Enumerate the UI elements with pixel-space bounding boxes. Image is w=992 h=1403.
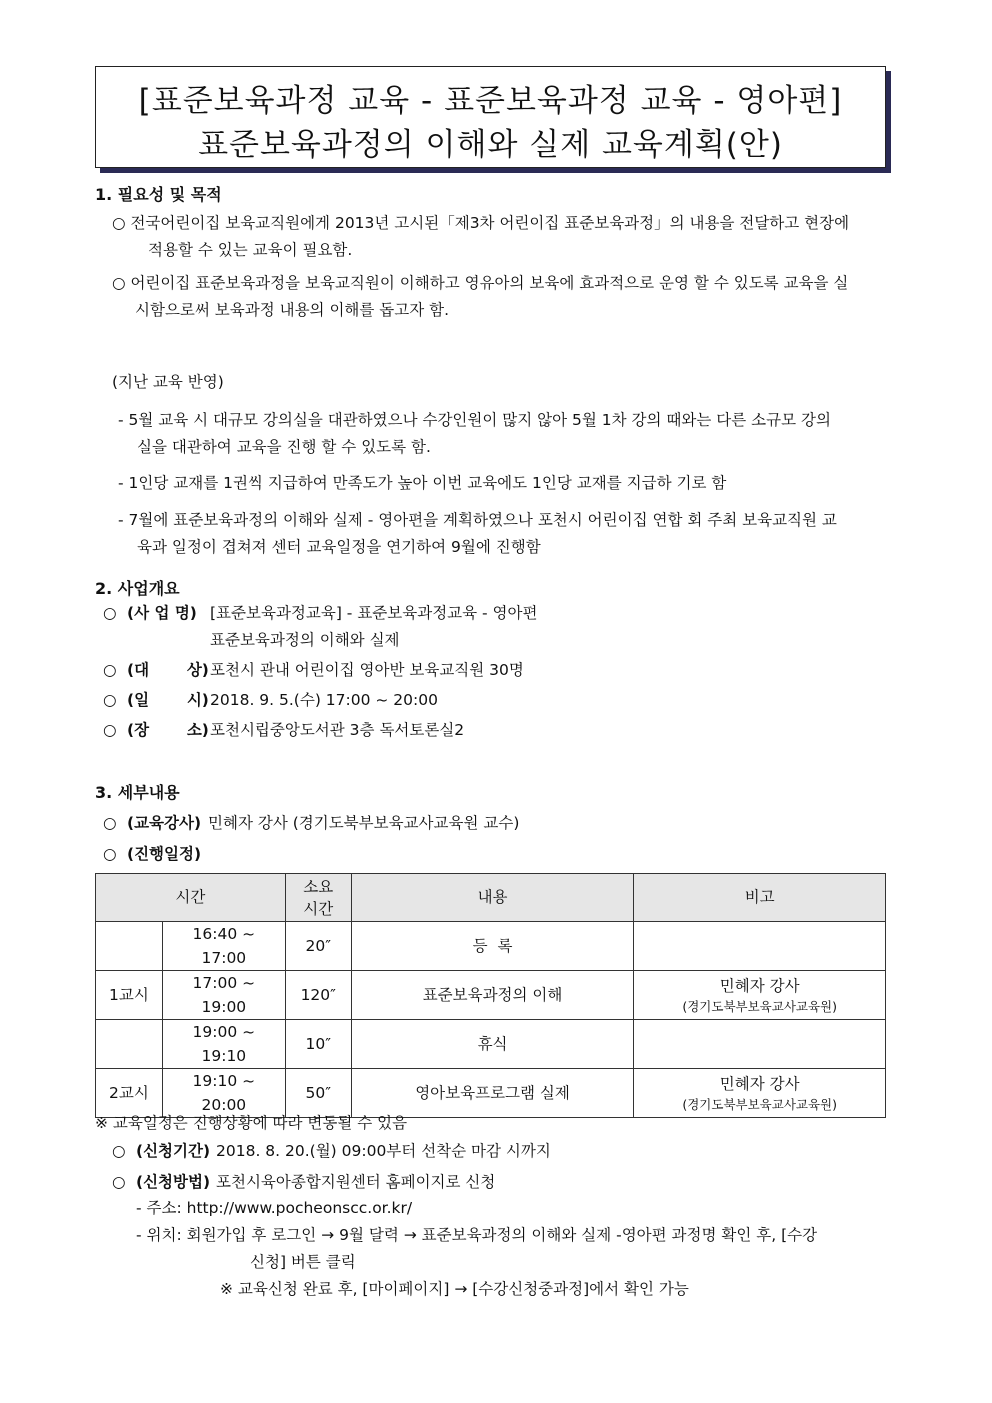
schedule-change-note: ※ 교육일정은 진행상황에 따라 변동될 수 있음 (95, 1114, 408, 1132)
title-box (95, 66, 886, 168)
table-header-row (96, 874, 886, 922)
reflect-1-line2: 실을 대관하여 교육을 진행 할 수 있도록 함. (137, 438, 431, 456)
header-time: 시간 (96, 874, 286, 922)
section1-heading: 1. 필요성 및 목적 (95, 185, 222, 204)
overview-value-place: 포천시립중앙도서관 3층 독서토론실2 (210, 721, 465, 739)
section2-heading: 2. 사업개요 (95, 579, 180, 598)
purpose-p2-line1: ○ 어린이집 표준보육과정을 보육교직원이 이해하고 영유아의 보육에 효과적으로 운영 할 수 있도록 교육을 실 (112, 274, 849, 292)
header-note: 비고 (634, 874, 886, 922)
reflect-label: (지난 교육 반영) (112, 373, 224, 391)
overview-value-target: 포천시 관내 어린이집 영아반 보육교직원 30명 (210, 661, 524, 679)
confirm-note: ※ 교육신청 완료 후, [마이페이지] → [수강신청중과정]에서 확인 가능 (220, 1280, 689, 1298)
cell-content: 등 록 (351, 922, 634, 971)
overview-label-date: (일 시) (127, 691, 209, 709)
table-row (96, 1020, 886, 1069)
overview-bullet: ○ (103, 604, 117, 622)
overview-value-name-2: 표준보육과정의 이해와 실제 (210, 631, 400, 649)
purpose-p1-line1: ○ 전국어린이집 보육교직원에게 2013년 고시된「제3차 어린이집 표준보육과정」의 내용을 전달하고 현장에 (112, 214, 850, 232)
table-row (96, 971, 886, 1020)
cell-duration: 20″ (285, 922, 351, 971)
overview-label-target: (대 상) (127, 661, 209, 679)
reflect-2-line1: - 1인당 교재를 1권씩 지급하여 만족도가 높아 이번 교육에도 1인당 교재를 지급하 기로 함 (118, 474, 727, 492)
overview-label-place: (장 소) (127, 721, 209, 739)
cell-note: 민혜자 강사 (경기도북부보육교사교육원) (634, 1069, 886, 1118)
homepage-address: - 주소: http://www.pocheonscc.or.kr/ (136, 1199, 413, 1217)
purpose-p1-line2: 적용할 수 있는 교육이 필요함. (148, 241, 353, 259)
table-row (96, 1069, 886, 1118)
cell-period: 2교시 (96, 1069, 163, 1118)
purpose-p2-line2: 시함으로써 보육과정 내용의 이해를 돕고자 함. (135, 301, 450, 319)
title-line-2: 표준보육과정의 이해와 실제 교육계획(안) (198, 127, 783, 163)
location-line2: 신청] 버튼 클릭 (250, 1253, 356, 1271)
cell-duration: 50″ (285, 1069, 351, 1118)
lecturer-value: 민혜자 강사 (경기도북부보육교사교육원 교수) (208, 814, 520, 832)
schedule-table (95, 873, 886, 1118)
cell-period: 1교시 (96, 971, 163, 1020)
location-line1: - 위치: 회원가입 후 로그인 → 9월 달력 → 표준보육과정의 이해와 실제 -영아편 과정명 확인 후, [수강 (136, 1226, 818, 1244)
cell-time: 19:00 ~ 19:10 (162, 1020, 285, 1069)
lecturer-bullet: ○ (103, 814, 117, 832)
header-content: 내용 (351, 874, 634, 922)
cell-time: 19:10 ~ 20:00 (162, 1069, 285, 1118)
cell-content: 영아보육프로그램 실제 (351, 1069, 634, 1118)
cell-period (96, 922, 163, 971)
title-line-1: [표준보육과정 교육 - 표준보육과정 교육 - 영아편] (138, 83, 843, 119)
overview-bullet: ○ (103, 691, 117, 709)
overview-bullet: ○ (103, 721, 117, 739)
reflect-1-line1: - 5월 교육 시 대규모 강의실을 대관하였으나 수강인원이 많지 않아 5월 1차 강의 때와는 다른 소규모 강의 (118, 411, 831, 429)
cell-duration: 10″ (285, 1020, 351, 1069)
table-row (96, 922, 886, 971)
section3-heading: 3. 세부내용 (95, 783, 180, 802)
schedule-bullet: ○ (103, 845, 117, 863)
overview-label-name: (사 업 명) (127, 604, 197, 622)
overview-value-date: 2018. 9. 5.(수) 17:00 ~ 20:00 (210, 691, 438, 709)
cell-content: 표준보육과정의 이해 (351, 971, 634, 1020)
period-value: 2018. 8. 20.(월) 09:00부터 선착순 마감 시까지 (216, 1142, 551, 1160)
cell-time: 17:00 ~ 19:00 (162, 971, 285, 1020)
cell-time: 16:40 ~ 17:00 (162, 922, 285, 971)
method-label: (신청방법) (136, 1173, 211, 1191)
period-label: (신청기간) (136, 1142, 211, 1160)
method-value: 포천시육아종합지원센터 홈페이지로 신청 (216, 1173, 496, 1191)
overview-bullet: ○ (103, 661, 117, 679)
cell-period (96, 1020, 163, 1069)
period-bullet: ○ (112, 1142, 126, 1160)
cell-content: 휴식 (351, 1020, 634, 1069)
reflect-3-line2: 육과 일정이 겹쳐져 센터 교육일정을 연기하여 9월에 진행함 (137, 538, 541, 556)
header-duration: 소요 시간 (285, 874, 351, 922)
cell-note (634, 1020, 886, 1069)
overview-value-name: [표준보육과정교육] - 표준보육과정교육 - 영아편 (210, 604, 538, 622)
reflect-3-line1: - 7월에 표준보육과정의 이해와 실제 - 영아편을 계획하였으나 포천시 어린이집 연합 회 주최 보육교직원 교 (118, 511, 837, 529)
lecturer-label: (교육강사) (127, 814, 202, 832)
cell-note: 민혜자 강사 (경기도북부보육교사교육원) (634, 971, 886, 1020)
schedule-label: (진행일정) (127, 845, 202, 863)
cell-note (634, 922, 886, 971)
method-bullet: ○ (112, 1173, 126, 1191)
cell-duration: 120″ (285, 971, 351, 1020)
